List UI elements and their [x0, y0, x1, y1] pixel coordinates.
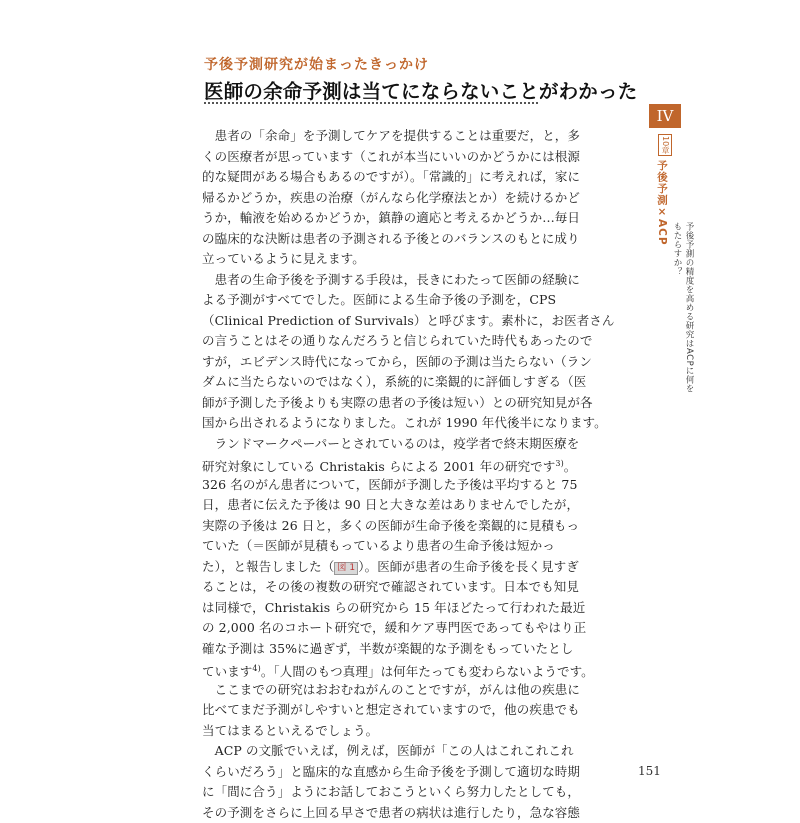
body-line: 326 名のがん患者について，医師が予測した予後は平均すると 75: [202, 475, 552, 496]
body-line: うか，輸液を始めるかどうか，鎮静の適応と考えるかどうか…毎日: [202, 208, 552, 229]
body-line: すが，エビデンス時代になってから，医師の予測は当たらない（ラン: [202, 352, 552, 373]
body-line: [202, 557, 552, 578]
body-line: [202, 454, 552, 475]
body-line: 比べてまだ予測がしやすいと想定されていますので，他の疾患でも: [202, 700, 552, 721]
body-text: [202, 126, 552, 823]
body-line: 的な疑問がある場合もあるのですが）。「常識的」に考えれば，家に: [202, 167, 552, 188]
chapter-number-badge: 10章: [658, 134, 672, 156]
body-line: ていた（＝医師が見積もっているより患者の生命予後は短かっ: [202, 536, 552, 557]
body-line: その予測をさらに上回る早さで患者の病状は進行したり，急な容態: [202, 803, 552, 823]
body-line: 実際の予後は 26 日と，多くの医師が生命予後を楽観的に見積もっ: [202, 516, 552, 537]
body-line: に「間に合う」ようにお話しておこうといくら努力したとしても，: [202, 782, 552, 803]
body-line: くの医療者が思っています（これが本当にいいのかどうかには根源: [202, 147, 552, 168]
body-line: ダムに当たらないのではなく），系統的に楽観的に評価しすぎる（医: [202, 372, 552, 393]
section-label: 予後予測研究が始まったきっかけ: [204, 54, 429, 74]
body-line: ACP の文脈でいえば，例えば，医師が「この人はこれこれこれ: [202, 741, 552, 762]
body-line: 国から出されるようになりました。これが 1990 年代後半になります。: [202, 413, 552, 434]
body-line: は同様で，Christakis らの研究から 15 年ほどたって行われた最近: [202, 598, 552, 619]
chapter-tab: IV: [649, 104, 681, 128]
body-line-text: ）。医師が患者の生命予後を長く見すぎ: [358, 559, 579, 574]
dotted-divider: [204, 102, 538, 104]
body-line-text: 。: [564, 459, 577, 474]
body-line-text: 。「人間のもつ真理」は何年たっても変わらないようです。: [261, 664, 594, 679]
body-line: の 2,000 名のコホート研究で，緩和ケア専門医であってもやはり正: [202, 618, 552, 639]
body-line: （Clinical Prediction of Survivals）と呼びます。素朴に，お医者さん: [202, 311, 552, 332]
page-number: 151: [638, 764, 661, 778]
body-line: 当てはまるといえるでしょう。: [202, 721, 552, 742]
body-line: 立っているように見えます。: [202, 249, 552, 270]
reference-superscript[interactable]: 4): [252, 664, 260, 673]
body-line: 師が予測した予後よりも実際の患者の予後は短い）との研究知見が各: [202, 393, 552, 414]
body-line: ることは，その後の複数の研究で確認されています。日本でも知見: [202, 577, 552, 598]
body-line: よる予測がすべてでした。医師による生命予後の予測を，CPS: [202, 290, 552, 311]
body-line-text: ています: [202, 664, 252, 679]
body-line: 帰るかどうか，疾患の治療（がんなら化学療法とか）を続けるかど: [202, 188, 552, 209]
body-line: ここまでの研究はおおむねがんのことですが，がんは他の疾患に: [202, 680, 552, 701]
body-line: の言うことはその通りなんだろうと信じられていた時代もあったので: [202, 331, 552, 352]
body-line: の臨床的な決断は患者の予測される予後とのバランスのもとに成り: [202, 229, 552, 250]
chapter-subtitle: 予後予測の精度を高める研究はACPに何をもたらすか？: [671, 222, 695, 394]
page-heading: 医師の余命予測は当てにならないことがわかった: [204, 76, 637, 104]
reference-superscript[interactable]: 3): [555, 459, 563, 468]
body-line: 患者の「余命」を予測してケアを提供することは重要だ，と，多: [202, 126, 552, 147]
body-line: ランドマークペーパーとされているのは，疫学者で終末期医療を: [202, 434, 552, 455]
body-line: 患者の生命予後を予測する手段は，長きにわたって医師の経験に: [202, 270, 552, 291]
body-line: 日，患者に伝えた予後は 90 日と大きな差はありませんでしたが，: [202, 495, 552, 516]
body-line: [202, 659, 552, 680]
side-running-head: [651, 134, 685, 394]
body-line-text: た），と報告しました（: [202, 559, 334, 574]
body-line-text: 研究対象にしている Christakis らによる 2001 年の研究です: [202, 459, 555, 474]
chapter-title: 予後予測×ACP: [655, 160, 670, 246]
body-line: 確な予測は 35%に過ぎず，半数が楽観的な予測をもっていたとし: [202, 639, 552, 660]
body-line: くらいだろう」と臨床的な直感から生命予後を予測して適切な時期: [202, 762, 552, 783]
figure-reference-badge[interactable]: 図 1: [334, 562, 358, 575]
